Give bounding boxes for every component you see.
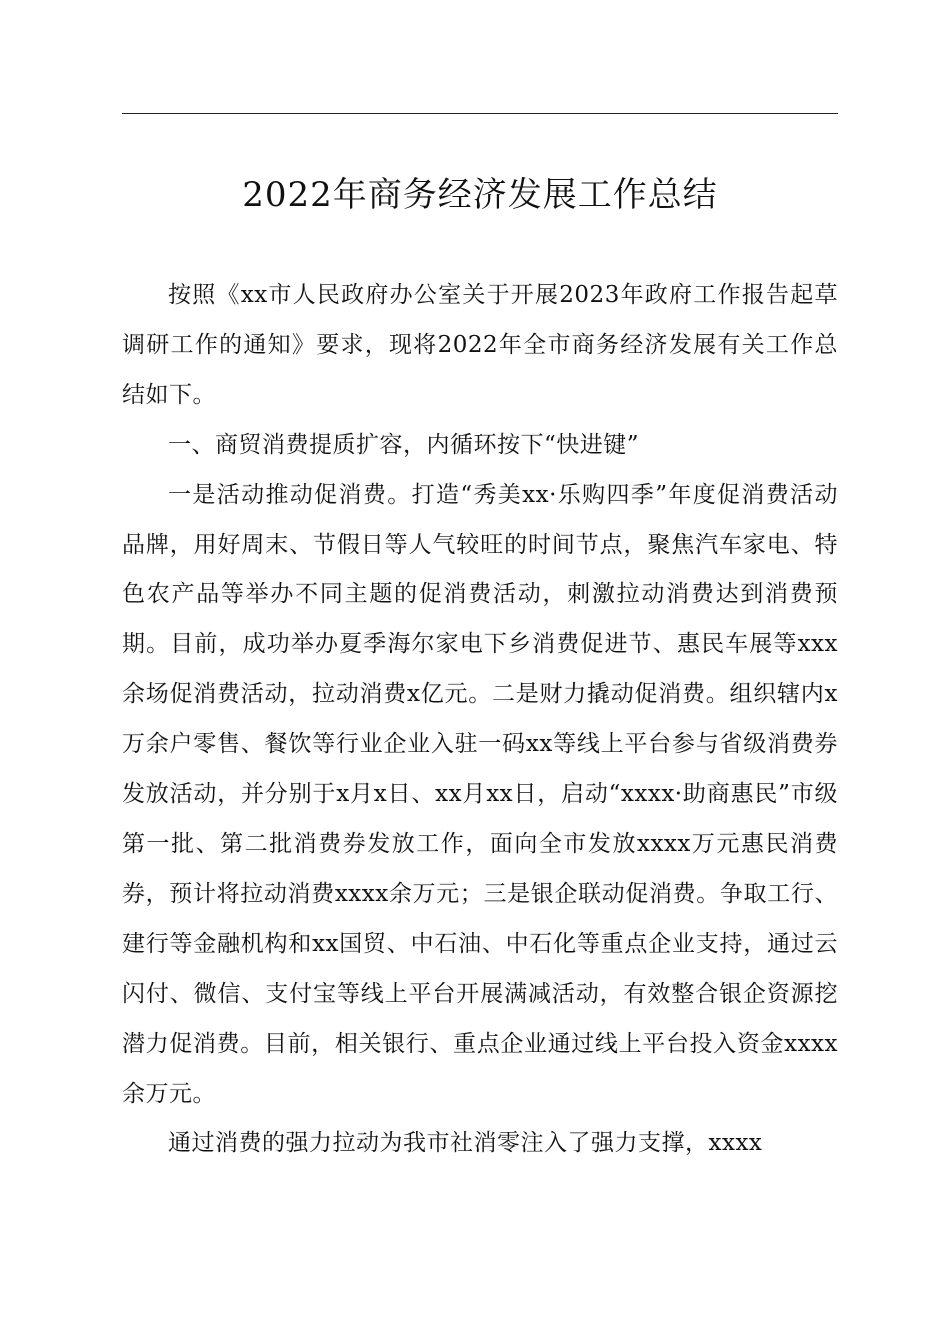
header-rule [122,113,838,114]
body-paragraph: 一是活动推动促消费。打造“秀美xx·乐购四季”年度促消费活动品牌，用好周末、节假日等人气较旺的时间节点，聚焦汽车家电、特色农产品等举办不同主题的促消费活动，刺激拉动消费达到消费预期。目前，成功举办夏季海尔家电下乡消费促进节、惠民车展等xxx余场促消费活动，拉动消费x亿元。二是财力撬动促消费。组织辖内x万余户零售、餐饮等行业企业入驻一码xx等线上平台参与省级消费券发放活动，并分别于x月x日、xx月xx日，启动“xxxx·助商惠民”市级第一批、第二批消费券发放工作，面向全市发放xxxx万元惠民消费券，预计将拉动消费xxxx余万元；三是银企联动促消费。争取工行、建行等金融机构和xx国贸、中石油、中石化等重点企业支持，通过云闪付、微信、支付宝等线上平台开展满减活动，有效整合银企资源挖潜力促消费。目前，相关银行、重点企业通过线上平台投入资金xxxx余万元。 [122,481,838,1107]
body-paragraph: 通过消费的强力拉动为我市社消零注入了强力支撑，xxxx [168,1130,763,1157]
document-title: 2022年商务经济发展工作总结 [242,175,718,215]
intro-paragraph: 按照《xx市人民政府办公室关于开展2023年政府工作报告起草调研工作的通知》要求，现将2022年全市商务经济发展有关工作总结如下。 [122,282,838,408]
section-heading: 一、商贸消费提质扩容，内循环按下“快进键” [168,431,640,458]
document-body [122,271,838,1169]
